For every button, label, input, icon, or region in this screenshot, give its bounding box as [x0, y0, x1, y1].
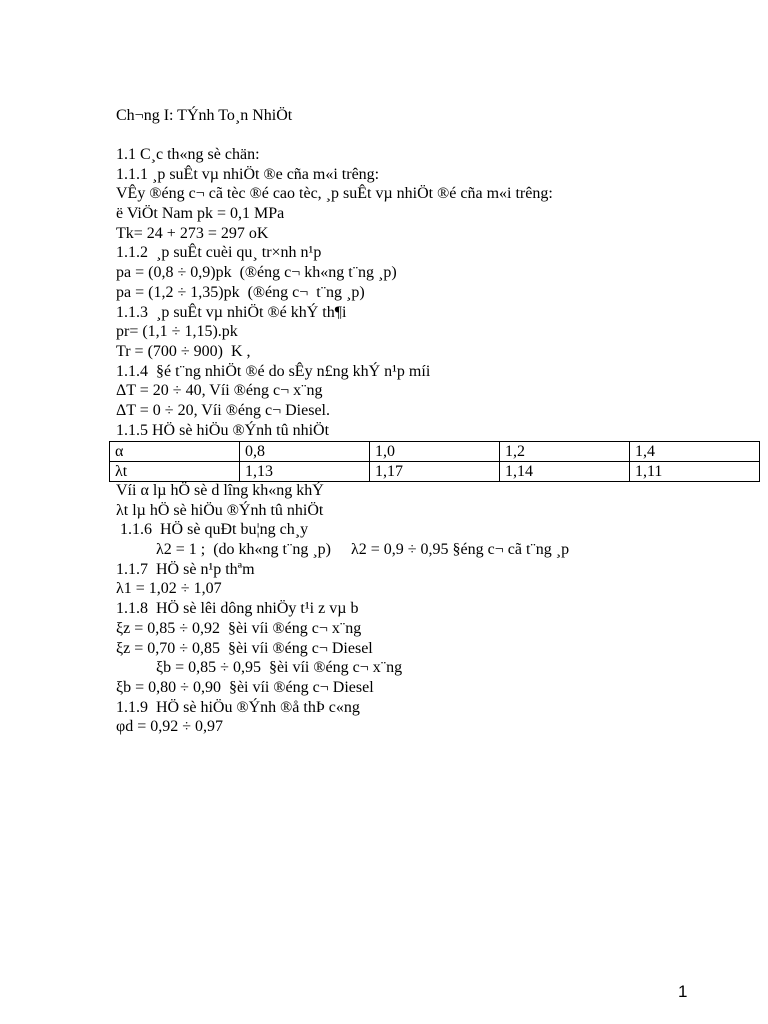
text-line: VÊy ®éng c¬ cã tèc ®é cao tèc, ¸p suÊt vµ nhiÖt ®é cña m«i trêng: — [116, 185, 553, 203]
text-line: pa = (1,2 ÷ 1,35)pk (®éng c¬ t¨ng ¸p) — [116, 283, 365, 301]
text-line: ΔT = 0 ÷ 20, Víi ®éng c¬ Diesel. — [116, 401, 330, 419]
table-cell: 0,8 — [240, 442, 370, 462]
text-line: 1.1.7 HÖ sè n¹p thªm — [116, 560, 255, 578]
text-line: λ1 = 1,02 ÷ 1,07 — [116, 580, 222, 598]
text-line: φd = 0,92 ÷ 0,97 — [116, 718, 224, 736]
table-cell: 1,13 — [240, 462, 370, 482]
text-block-bottom — [116, 481, 569, 737]
table-cell: 1,0 — [370, 442, 500, 462]
table-cell: α — [110, 442, 240, 462]
table-row — [110, 462, 760, 482]
text-line: λ2 = 1 ; (do kh«ng t¨ng ¸p) λ2 = 0,9 ÷ 0,95 §éng c¬ cã t¨ng ¸p — [116, 541, 570, 559]
text-line: ξz = 0,85 ÷ 0,92 §èi víi ®éng c¬ x¨ng — [116, 619, 362, 637]
coefficient-table — [109, 441, 760, 482]
text-line: ΔT = 20 ÷ 40, Víi ®éng c¬ x¨ng — [116, 382, 323, 400]
table-row — [110, 442, 760, 462]
table-cell: 1,14 — [500, 462, 630, 482]
text-line: pr= (1,1 ÷ 1,15).pk — [116, 323, 238, 341]
table-cell: λt — [110, 462, 240, 482]
text-line: Tr = (700 ÷ 900) K , — [116, 342, 251, 360]
text-line: ë ViÖt Nam pk = 0,1 MPa — [116, 205, 285, 223]
table-cell: 1,17 — [370, 462, 500, 482]
text-line: 1.1.2 ¸p suÊt cuèi qu¸ tr×nh n¹p — [116, 244, 322, 262]
text-line: 1.1 C¸c th«ng sè chän: — [116, 146, 260, 163]
table-cell: 1,11 — [630, 462, 760, 482]
chapter-title: Ch¬ng I: TÝnh To¸n NhiÖt — [116, 107, 293, 124]
page-number: 1 — [678, 982, 688, 1001]
text-line: 1.1.9 HÖ sè hiÖu ®Ýnh ®å thÞ c«ng — [116, 698, 360, 716]
text-line: 1.1.4 §é t¨ng nhiÖt ®é do sÊy n£ng khÝ n¹p míi — [116, 362, 431, 380]
text-line: 1.1.5 HÖ sè hiÖu ®Ýnh tû nhiÖt — [116, 421, 330, 439]
text-line: ξb = 0,85 ÷ 0,95 §èi víi ®éng c¬ x¨ng — [116, 659, 403, 677]
table-cell: 1,4 — [630, 442, 760, 462]
text-line: λt lµ hÖ sè hiÖu ®Ýnh tû nhiÖt — [116, 501, 324, 519]
text-line: 1.1.1 ¸p suÊt vµ nhiÖt ®e cña m«i trêng: — [116, 165, 380, 183]
text-line: 1.1.3 ¸p suÊt vµ nhiÖt ®é khÝ th¶i — [116, 303, 347, 321]
text-line: Víi α lµ hÖ sè d lîng kh«ng khÝ — [116, 482, 324, 499]
text-line: ξz = 0,70 ÷ 0,85 §èi víi ®éng c¬ Diesel — [116, 639, 373, 657]
text-line: ξb = 0,80 ÷ 0,90 §èi víi ®éng c¬ Diesel — [116, 678, 374, 696]
text-block-top — [116, 145, 553, 440]
table-cell: 1,2 — [500, 442, 630, 462]
text-line: 1.1.8 HÖ sè lêi dông nhiÖy t¹i z vµ b — [116, 600, 359, 618]
text-line: Tk= 24 + 273 = 297 oK — [116, 224, 269, 242]
text-line: pa = (0,8 ÷ 0,9)pk (®éng c¬ kh«ng t¨ng ¸p) — [116, 264, 397, 282]
text-line: 1.1.6 HÖ sè quÐt bu¦ng ch¸y — [116, 521, 309, 539]
